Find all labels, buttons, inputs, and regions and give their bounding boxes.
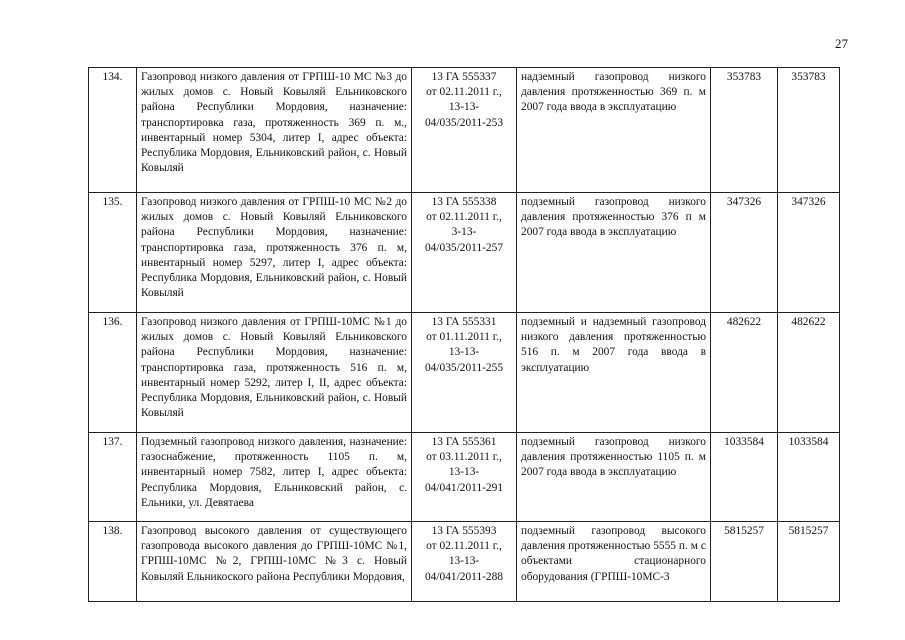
row-number: 138. [89,522,137,602]
registration-number-part1: 13-13- [448,346,480,359]
certificate-date: от 02.11.2011 г., [426,540,502,553]
certificate-series: 13 ГА 555361 [431,436,497,448]
table-row [89,68,840,193]
page-number: 27 [835,36,848,51]
certificate-date: от 01.11.2011 г., [426,331,502,344]
value-column-2: 347326 [778,193,840,313]
object-description: Газопровод низкого давления от ГРПШ-10МС №1 до жилых домов с. Новый Ковыляй Ельниковского района Республики Мордовия, назначение: транспортировка газа, протяженность 516 п. м, инвентарный номер 5292, литер I, II, адрес объекта: Республика Мордовия, Ельниковский район, с. Новый Ковыляй [137,313,412,433]
value-column-1: 353783 [711,68,778,193]
property-registry-table [88,67,840,602]
certificate-date: от 02.11.2011 г., [426,211,502,224]
object-description: Подземный газопровод низкого давления, назначение: газоснабжение, протяженность 1105 п. м, инвентарный номер 7582, литер I, адрес объекта: Республика Мордовия, Ельниковский район, с. Ельники, ул. Девятаева [137,433,412,522]
object-characteristics: надземный газопровод низкого давления протяженностью 369 п. м 2007 года ввода в эксплуатацию [517,68,711,193]
registration-number-part2: 04/035/2011-255 [424,361,504,374]
row-number: 135. [89,193,137,313]
value-column-2: 482622 [778,313,840,433]
certificate-series: 13 ГА 555331 [431,316,497,328]
registration-certificate [412,68,517,193]
certificate-series: 13 ГА 555337 [431,71,497,83]
value-column-1: 482622 [711,313,778,433]
certificate-date: от 03.11.2011 г., [426,451,502,464]
object-characteristics: подземный газопровод высокого давления протяженностью 5555 п. м с объектами стационарного оборудования (ГРПШ-10МС-3 [517,522,711,602]
registration-certificate [412,522,517,602]
registration-number-part2: 04/041/2011-291 [424,481,504,494]
registration-number-part1: 13-13- [448,555,480,568]
table-row [89,193,840,313]
registration-number-part1: 3-13- [451,226,477,239]
registration-number-part1: 13-13- [448,101,480,114]
registration-number-part2: 04/035/2011-253 [424,116,504,129]
certificate-series: 13 ГА 555393 [431,525,497,537]
value-column-1: 5815257 [711,522,778,602]
table-row [89,313,840,433]
value-column-2: 1033584 [778,433,840,522]
object-characteristics: подземный газопровод низкого давления протяженностью 376 п м 2007 года ввода в эксплуатацию [517,193,711,313]
value-column-2: 353783 [778,68,840,193]
registration-number-part2: 04/035/2011-257 [424,241,504,254]
registration-certificate [412,313,517,433]
table-row [89,433,840,522]
object-characteristics: подземный газопровод низкого давления протяженностью 1105 п. м 2007 года ввода в эксплуатацию [517,433,711,522]
value-column-1: 347326 [711,193,778,313]
registration-number-part1: 13-13- [448,466,480,479]
object-description: Газопровод низкого давления от ГРПШ-10 МС №3 до жилых домов с. Новый Ковыляй Ельниковского района Республики Мордовия, назначение: транспортировка газа, протяженность 369 п. м., инвентарный номер 5304, литер I, адрес объекта: Республика Мордовия, Ельниковский район, с. Новый Ковыляй [137,68,412,193]
object-description: Газопровод высокого давления от существующего газопровода высокого давления до ГРПШ-10МС №1, ГРПШ-10МС №2, ГРПШ-10МС №3 с. Новый Ковыляй Ельникоского района Республики Мордовия, [137,522,412,602]
table-row [89,522,840,602]
row-number: 137. [89,433,137,522]
object-characteristics: подземный и надземный газопровод низкого давления протяженностью 516 п. м 2007 года ввода в эксплуатацию [517,313,711,433]
registration-certificate [412,433,517,522]
row-number: 134. [89,68,137,193]
certificate-series: 13 ГА 555338 [431,196,497,208]
value-column-1: 1033584 [711,433,778,522]
object-description: Газопровод низкого давления от ГРПШ-10 МС №2 до жилых домов с. Новый Ковыляй Ельниковского района Республики Мордовия, назначение: транспортировка газа, протяженность 376 п. м, инвентарный номер 5297, литер I, адрес объекта: Республика Мордовия, Ельниковский район, с. Новый Ковыляй [137,193,412,313]
certificate-date: от 02.11.2011 г., [426,86,502,99]
value-column-2: 5815257 [778,522,840,602]
row-number: 136. [89,313,137,433]
registration-certificate [412,193,517,313]
registration-number-part2: 04/041/2011-288 [424,570,504,583]
